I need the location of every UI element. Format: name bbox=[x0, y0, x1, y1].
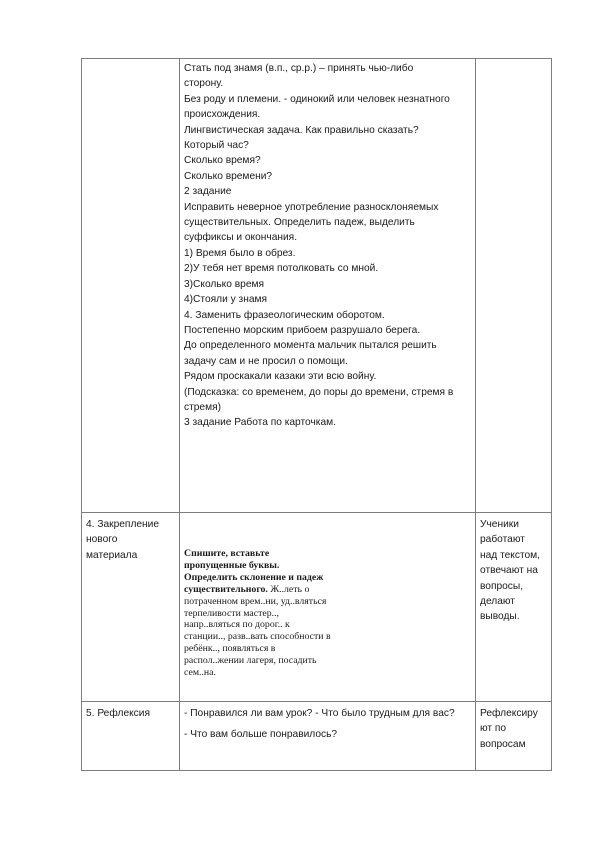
students-line: работают bbox=[480, 534, 525, 546]
task-text-start: Ж..леть о bbox=[267, 583, 310, 595]
content-line: суффиксы и окончания. bbox=[184, 232, 298, 244]
stage-cell bbox=[82, 513, 180, 702]
content-line: задачу сам и не просил о помощи. bbox=[184, 355, 348, 367]
students-line: над текстом, bbox=[480, 549, 541, 561]
students-line: Рефлексиру bbox=[480, 708, 538, 719]
table-row bbox=[82, 702, 552, 771]
stage-label-line: материала bbox=[86, 549, 138, 561]
content-line: Сколько времени? bbox=[184, 170, 273, 182]
students-line: выводы. bbox=[480, 611, 520, 623]
task-text-line: станции.., разв..вать способности в bbox=[184, 631, 331, 643]
content-line: 3)Сколько время bbox=[184, 278, 265, 290]
students-line: делают bbox=[480, 596, 515, 608]
content-line: 3 задание Работа по карточкам. bbox=[184, 417, 336, 429]
content-line: 2 задание bbox=[184, 186, 232, 198]
task-instruction-line: пропущенные буквы. bbox=[184, 559, 280, 571]
task-text-line: распол..жении лагеря, посадить bbox=[184, 655, 317, 667]
lesson-plan-table bbox=[81, 58, 552, 771]
stage-label-line: 4. Закрепление bbox=[86, 519, 160, 530]
stage-cell bbox=[82, 702, 180, 771]
content-line: Без роду и племени. - одинокий или человек незнатного bbox=[184, 93, 450, 105]
task-text-line: потраченном врем..ни, уд..вляться bbox=[184, 595, 327, 607]
content-line: До определенного момента мальчик пытался решить bbox=[184, 340, 437, 352]
students-line: вопросы, bbox=[480, 580, 524, 592]
table-row bbox=[82, 59, 552, 513]
content-line: существительных. Определить падеж, выделить bbox=[184, 217, 415, 229]
reflection-question: - Что вам больше понравилось? bbox=[184, 729, 338, 741]
students-cell bbox=[476, 513, 552, 702]
content-line: Стать под знамя (в.п., ср.р.) – принять чью-либо bbox=[184, 63, 414, 74]
content-line: 2)У тебя нет время потолковать со мной. bbox=[184, 263, 379, 275]
task-mixed-line bbox=[184, 584, 471, 596]
content-cell bbox=[180, 513, 476, 702]
content-cell bbox=[180, 59, 476, 513]
stage-label-line: нового bbox=[86, 534, 118, 546]
content-line: происхождения. bbox=[184, 109, 261, 121]
students-line: ют по bbox=[480, 723, 507, 735]
table-row bbox=[82, 513, 552, 702]
content-line: (Подсказка: со временем, до поры до времени, стремя в bbox=[184, 386, 454, 398]
students-line: вопросам bbox=[480, 738, 526, 750]
content-line: 1) Время было в обрез. bbox=[184, 247, 296, 259]
reflection-question: - Понравился ли вам урок? - Что было трудным для вас? bbox=[184, 708, 455, 719]
task-instruction-line: Определить склонение и падеж bbox=[184, 571, 324, 583]
task-text-line: сем..на. bbox=[184, 667, 216, 679]
card-task bbox=[184, 548, 471, 679]
stage-label: 5. Рефлексия bbox=[86, 708, 150, 719]
task-instruction-line: Спишите, вставьте bbox=[184, 548, 270, 559]
students-cell bbox=[476, 702, 552, 771]
content-line: Лингвистическая задача. Как правильно сказать? bbox=[184, 124, 419, 136]
task-text-line: ребёнк.., появляться в bbox=[184, 643, 276, 655]
content-line: 4)Стояли у знамя bbox=[184, 294, 268, 306]
content-line: Сколько время? bbox=[184, 155, 261, 167]
stage-cell bbox=[82, 59, 180, 513]
task-instruction-end: существительного. bbox=[184, 583, 268, 595]
content-line: стремя) bbox=[184, 401, 222, 413]
students-line: Ученики bbox=[480, 519, 519, 530]
task-text-line: напр..вляться по дорог.. к bbox=[184, 619, 290, 631]
content-line: 4. Заменить фразеологическим оборотом. bbox=[184, 309, 385, 321]
content-line: Который час? bbox=[184, 140, 249, 152]
content-line: Исправить неверное употребление разносклоняемых bbox=[184, 201, 439, 213]
task-text-line: терпеливости мастер.., bbox=[184, 607, 279, 619]
content-line: сторону. bbox=[184, 78, 224, 90]
content-cell bbox=[180, 702, 476, 771]
content-line: Постепенно морским прибоем разрушало берега. bbox=[184, 324, 421, 336]
students-line: отвечают на bbox=[480, 565, 538, 577]
students-cell bbox=[476, 59, 552, 513]
content-line: Рядом проскакали казаки эти всю войну. bbox=[184, 371, 377, 383]
